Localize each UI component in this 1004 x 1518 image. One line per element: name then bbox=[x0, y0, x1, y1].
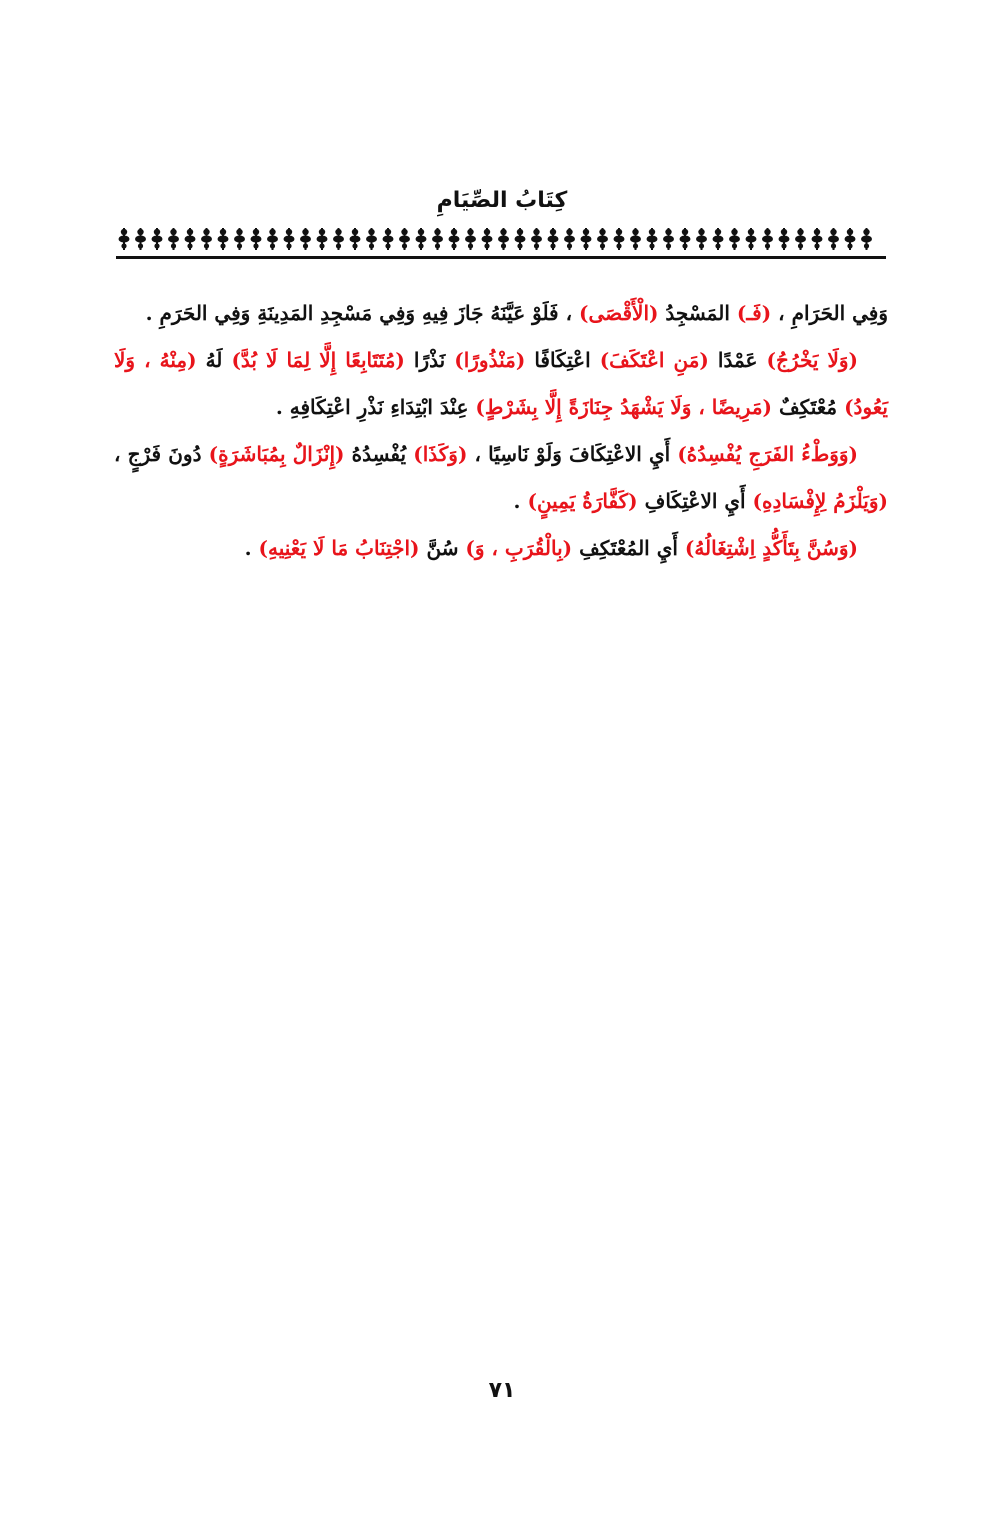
paragraph bbox=[114, 290, 888, 337]
ornament-motif bbox=[729, 228, 740, 250]
ornament-motif bbox=[498, 228, 509, 250]
matn-text: (مَنِ اعْتَكَفَ) bbox=[599, 348, 709, 372]
ornament-motif bbox=[614, 228, 625, 250]
ornament-motif bbox=[300, 228, 311, 250]
ornament-motif bbox=[828, 228, 839, 250]
sharh-text: اعْتِكَافًا bbox=[525, 348, 600, 372]
ornament-motif bbox=[663, 228, 674, 250]
main-text bbox=[114, 290, 888, 572]
sharh-text: سُنَّ bbox=[419, 536, 466, 560]
ornament-motif bbox=[366, 228, 377, 250]
matn-text: (مَنْذُورًا) bbox=[454, 348, 526, 372]
sharh-text: . bbox=[513, 489, 528, 513]
ornament-motif bbox=[201, 228, 212, 250]
sharh-text: أَيِ الاعْتِكَافَ وَلَوْ نَاسِيًا ، bbox=[467, 442, 678, 466]
sharh-text: . bbox=[244, 536, 259, 560]
matn-text: (وَوَطْءُ الفَرَجِ يُفْسِدُهُ) bbox=[677, 442, 858, 466]
ornament-motif bbox=[317, 228, 328, 250]
ornament-motif bbox=[119, 228, 130, 250]
ornament-motif bbox=[762, 228, 773, 250]
ornament-motif bbox=[135, 228, 146, 250]
matn-text: (فَـ) bbox=[736, 301, 772, 325]
ornament-motif bbox=[185, 228, 196, 250]
sharh-text: مُعْتَكِفٌ bbox=[772, 395, 845, 419]
ornament-motif bbox=[696, 228, 707, 250]
paragraph bbox=[114, 525, 888, 572]
sharh-text: نَذْرًا bbox=[404, 348, 455, 372]
ornament-motif bbox=[861, 228, 872, 250]
chapter-title: كِتَابُ الصِّيَامِ bbox=[436, 188, 568, 213]
ornament-motif bbox=[251, 228, 262, 250]
sharh-text: المَسْجِدُ bbox=[658, 301, 737, 325]
floral-ornament-icon bbox=[116, 226, 886, 252]
matn-text: (وَسُنَّ بِتَأَكُّدٍ اِشْتِغَالُهُ) bbox=[684, 536, 858, 560]
matn-text: (وَيَلْزَمُ لِإِفْسَادِهِ) bbox=[752, 489, 888, 513]
matn-text: (مِنْهُ ، وَلَا يَعُودُ) bbox=[114, 348, 888, 419]
ornament-motif bbox=[333, 228, 344, 250]
matn-text: (بِالْقُرَبِ ، وَ) bbox=[465, 536, 573, 560]
matn-text: (اجْتِنَابُ مَا لَا يَعْنِيهِ) bbox=[258, 536, 420, 560]
ornament-motif bbox=[482, 228, 493, 250]
ornament-motif bbox=[630, 228, 641, 250]
ornament-motif bbox=[267, 228, 278, 250]
matn-text: (كَفَّارَةُ يَمِينٍ) bbox=[527, 489, 638, 513]
paragraph bbox=[114, 431, 888, 525]
ornament-motif bbox=[581, 228, 592, 250]
ornament-motif bbox=[531, 228, 542, 250]
ornament-motif bbox=[168, 228, 179, 250]
ornament-motif bbox=[234, 228, 245, 250]
sharh-text: عَمْدًا bbox=[708, 348, 767, 372]
ornament-motif bbox=[465, 228, 476, 250]
ornament-motif bbox=[399, 228, 410, 250]
sharh-text: يُفْسِدُهُ bbox=[344, 442, 414, 466]
paragraph bbox=[114, 337, 888, 431]
ornament-motif bbox=[548, 228, 559, 250]
ornament-motif bbox=[350, 228, 361, 250]
ornament-motif bbox=[152, 228, 163, 250]
ornament-motif bbox=[647, 228, 658, 250]
matn-text: (وَلَا يَخْرُجُ) bbox=[766, 348, 858, 372]
sharh-text: ، فَلَوْ عَيَّنَهُ جَازَ فِيهِ وَفِي مَسْجِدِ المَدِينَةِ وَفِي الحَرَمِ . bbox=[145, 301, 579, 325]
ornament-motif bbox=[680, 228, 691, 250]
ornament-motif bbox=[812, 228, 823, 250]
sharh-text: عِنْدَ ابْتِدَاءِ نَذْرِ اعْتِكَافِهِ . bbox=[275, 395, 476, 419]
ornament-motif bbox=[416, 228, 427, 250]
ornament-motif bbox=[779, 228, 790, 250]
ornament-motif bbox=[218, 228, 229, 250]
ornament-motif bbox=[845, 228, 856, 250]
matn-text: (مُتَتَابِعًا إِلَّا لِمَا لَا بُدَّ) bbox=[231, 348, 405, 372]
page-number: ٧١ bbox=[488, 1378, 516, 1403]
ornament-motif bbox=[746, 228, 757, 250]
ornament-motif bbox=[383, 228, 394, 250]
ornament-motif bbox=[515, 228, 526, 250]
ornament-motif bbox=[564, 228, 575, 250]
matn-text: (الْأَقْصَى) bbox=[579, 301, 659, 325]
matn-text: (إِنْزَالٌ بِمُبَاشَرَةٍ) bbox=[208, 442, 345, 466]
ornament-motif bbox=[432, 228, 443, 250]
ornamental-border bbox=[116, 226, 886, 259]
matn-text: (وَكَذَا) bbox=[413, 442, 468, 466]
sharh-text: لَهُ bbox=[196, 348, 232, 372]
ornament-motif bbox=[713, 228, 724, 250]
matn-text: (مَرِيضًا ، وَلَا يَشْهَدُ جِنَازَةً إِلَّا بِشَرْطٍ) bbox=[475, 395, 772, 419]
sharh-text: أَيِ الاعْتِكَافِ bbox=[637, 489, 753, 513]
sharh-text: أَيِ المُعْتَكِفِ bbox=[572, 536, 685, 560]
ornament-motif bbox=[449, 228, 460, 250]
ornament-motif bbox=[795, 228, 806, 250]
ornament-motif bbox=[597, 228, 608, 250]
sharh-text: دُونَ فَرْجٍ ، bbox=[114, 442, 209, 466]
sharh-text: وَفِي الحَرَامِ ، bbox=[771, 301, 888, 325]
ornament-motif bbox=[284, 228, 295, 250]
